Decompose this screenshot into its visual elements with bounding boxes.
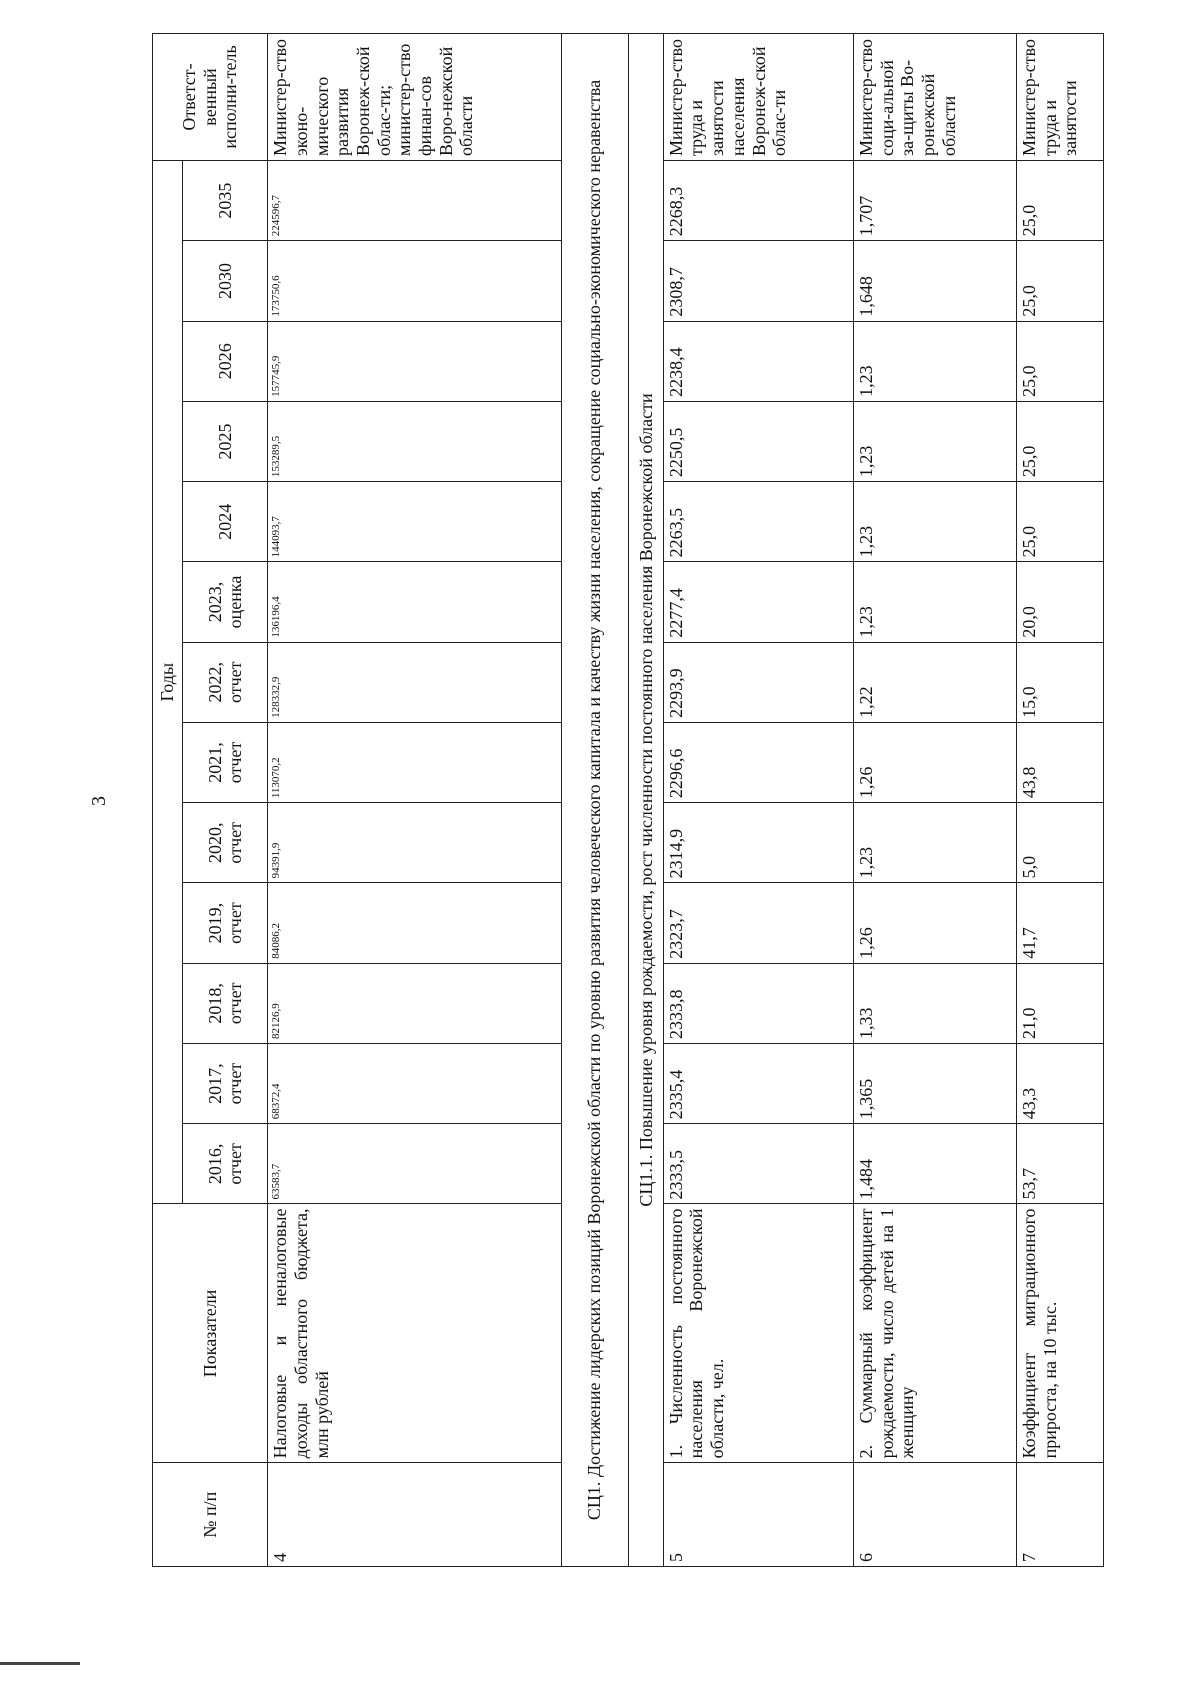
value-cell: 43,8 bbox=[1016, 722, 1103, 802]
value-cell: 1,23 bbox=[853, 562, 1016, 642]
value-cell: 113070,2 bbox=[268, 722, 561, 802]
page-number: 3 bbox=[88, 796, 110, 806]
value-cell: 2296,6 bbox=[663, 722, 853, 802]
value-cell: 53,7 bbox=[1016, 1124, 1103, 1204]
responsible-executor: Министер-ство труда и занятости bbox=[1016, 34, 1103, 161]
value-cell: 63583,7 bbox=[268, 1124, 561, 1204]
value-cell: 41,7 bbox=[1016, 883, 1103, 963]
header-year: 2026 bbox=[183, 321, 268, 401]
header-year: 2019, отчет bbox=[183, 883, 268, 963]
scan-edge-mark bbox=[0, 1662, 80, 1665]
value-cell: 1,23 bbox=[853, 803, 1016, 883]
responsible-executor: Министер-ство соци-альной за-щиты Во-ронежской области bbox=[853, 34, 1016, 161]
header-year: 2025 bbox=[183, 401, 268, 481]
header-row-top bbox=[153, 34, 183, 1567]
row-number: 4 bbox=[268, 1463, 561, 1567]
value-cell: 25,0 bbox=[1016, 482, 1103, 562]
row-number: 6 bbox=[853, 1463, 1016, 1567]
header-year: 2035 bbox=[183, 160, 268, 240]
value-cell: 2333,5 bbox=[663, 1124, 853, 1204]
rotated-table-sheet bbox=[152, 33, 1104, 1567]
value-cell: 2268,3 bbox=[663, 160, 853, 240]
indicator-name: Налоговые и неналоговые доходы областного бюджета, млн рублей bbox=[268, 1204, 561, 1463]
header-year: 2016, отчет bbox=[183, 1124, 268, 1204]
value-cell: 25,0 bbox=[1016, 241, 1103, 321]
value-cell: 2323,7 bbox=[663, 883, 853, 963]
value-cell: 21,0 bbox=[1016, 963, 1103, 1043]
header-responsible: Ответст-венный исполни-тель bbox=[153, 34, 268, 161]
header-year: 2018, отчет bbox=[183, 963, 268, 1043]
row-number: 5 bbox=[663, 1463, 853, 1567]
value-cell: 2263,5 bbox=[663, 482, 853, 562]
value-cell: 2293,9 bbox=[663, 642, 853, 722]
value-cell: 25,0 bbox=[1016, 401, 1103, 481]
value-cell: 84086,2 bbox=[268, 883, 561, 963]
value-cell: 1,33 bbox=[853, 963, 1016, 1043]
value-cell: 224596,7 bbox=[268, 160, 561, 240]
indicator-name: Коэффициент миграционного прироста, на 10 тыс. bbox=[1016, 1204, 1103, 1463]
value-cell: 68372,4 bbox=[268, 1043, 561, 1123]
header-year: 2017, отчет bbox=[183, 1043, 268, 1123]
value-cell: 153289,5 bbox=[268, 401, 561, 481]
indicators-table bbox=[152, 33, 1104, 1567]
value-cell: 1,23 bbox=[853, 482, 1016, 562]
header-year: 2020, отчет bbox=[183, 803, 268, 883]
value-cell: 1,26 bbox=[853, 722, 1016, 802]
row-number: 7 bbox=[1016, 1463, 1103, 1567]
section-heading: СЦ1. Достижение лидерских позиций Воронежской области по уровню развития человеческого капитала и качеству жизни населения, сокращение социально-экономического неравенства bbox=[561, 34, 628, 1567]
value-cell: 1,648 bbox=[853, 241, 1016, 321]
value-cell: 25,0 bbox=[1016, 321, 1103, 401]
value-cell: 128332,9 bbox=[268, 642, 561, 722]
value-cell: 2314,9 bbox=[663, 803, 853, 883]
table-row bbox=[1016, 34, 1103, 1567]
value-cell: 1,23 bbox=[853, 321, 1016, 401]
value-cell: 1,22 bbox=[853, 642, 1016, 722]
indicator-name: 2. Суммарный коэффициент рождаемости, число детей на 1 женщину bbox=[853, 1204, 1016, 1463]
section-row bbox=[561, 34, 628, 1567]
value-cell: 94391,9 bbox=[268, 803, 561, 883]
value-cell: 2250,5 bbox=[663, 401, 853, 481]
value-cell: 144093,7 bbox=[268, 482, 561, 562]
value-cell: 82126,9 bbox=[268, 963, 561, 1043]
header-year: 2024 bbox=[183, 482, 268, 562]
header-no: № п/п bbox=[153, 1463, 268, 1567]
section-row bbox=[629, 34, 664, 1567]
responsible-executor: Министер-ство эконо-мического развития Воронеж-ской облас-ти; министер-ство финан-сов Воро-нежской области bbox=[268, 34, 561, 161]
value-cell: 1,23 bbox=[853, 401, 1016, 481]
value-cell: 1,484 bbox=[853, 1124, 1016, 1204]
value-cell: 1,707 bbox=[853, 160, 1016, 240]
table-row bbox=[853, 34, 1016, 1567]
indicator-name: 1. Численность постоянного населения Воронежской области, чел. bbox=[663, 1204, 853, 1463]
value-cell: 15,0 bbox=[1016, 642, 1103, 722]
subsection-heading: СЦ1.1. Повышение уровня рождаемости, рост численности постоянного населения Воронежской области bbox=[629, 34, 664, 1567]
value-cell: 173750,6 bbox=[268, 241, 561, 321]
value-cell: 2335,4 bbox=[663, 1043, 853, 1123]
header-years-group: Годы bbox=[153, 160, 183, 1204]
header-year: 2022, отчет bbox=[183, 642, 268, 722]
value-cell: 5,0 bbox=[1016, 803, 1103, 883]
value-cell: 43,3 bbox=[1016, 1043, 1103, 1123]
value-cell: 136196,4 bbox=[268, 562, 561, 642]
table-row bbox=[268, 34, 561, 1567]
header-year: 2023, оценка bbox=[183, 562, 268, 642]
value-cell: 2308,7 bbox=[663, 241, 853, 321]
value-cell: 157745,9 bbox=[268, 321, 561, 401]
header-year: 2021, отчет bbox=[183, 722, 268, 802]
value-cell: 2238,4 bbox=[663, 321, 853, 401]
value-cell: 1,365 bbox=[853, 1043, 1016, 1123]
value-cell: 2333,8 bbox=[663, 963, 853, 1043]
header-indicator: Показатели bbox=[153, 1204, 268, 1463]
value-cell: 20,0 bbox=[1016, 562, 1103, 642]
responsible-executor: Министер-ство труда и занятости населения Воронеж-ской облас-ти bbox=[663, 34, 853, 161]
value-cell: 25,0 bbox=[1016, 160, 1103, 240]
value-cell: 1,26 bbox=[853, 883, 1016, 963]
table-row bbox=[663, 34, 853, 1567]
value-cell: 2277,4 bbox=[663, 562, 853, 642]
header-year: 2030 bbox=[183, 241, 268, 321]
